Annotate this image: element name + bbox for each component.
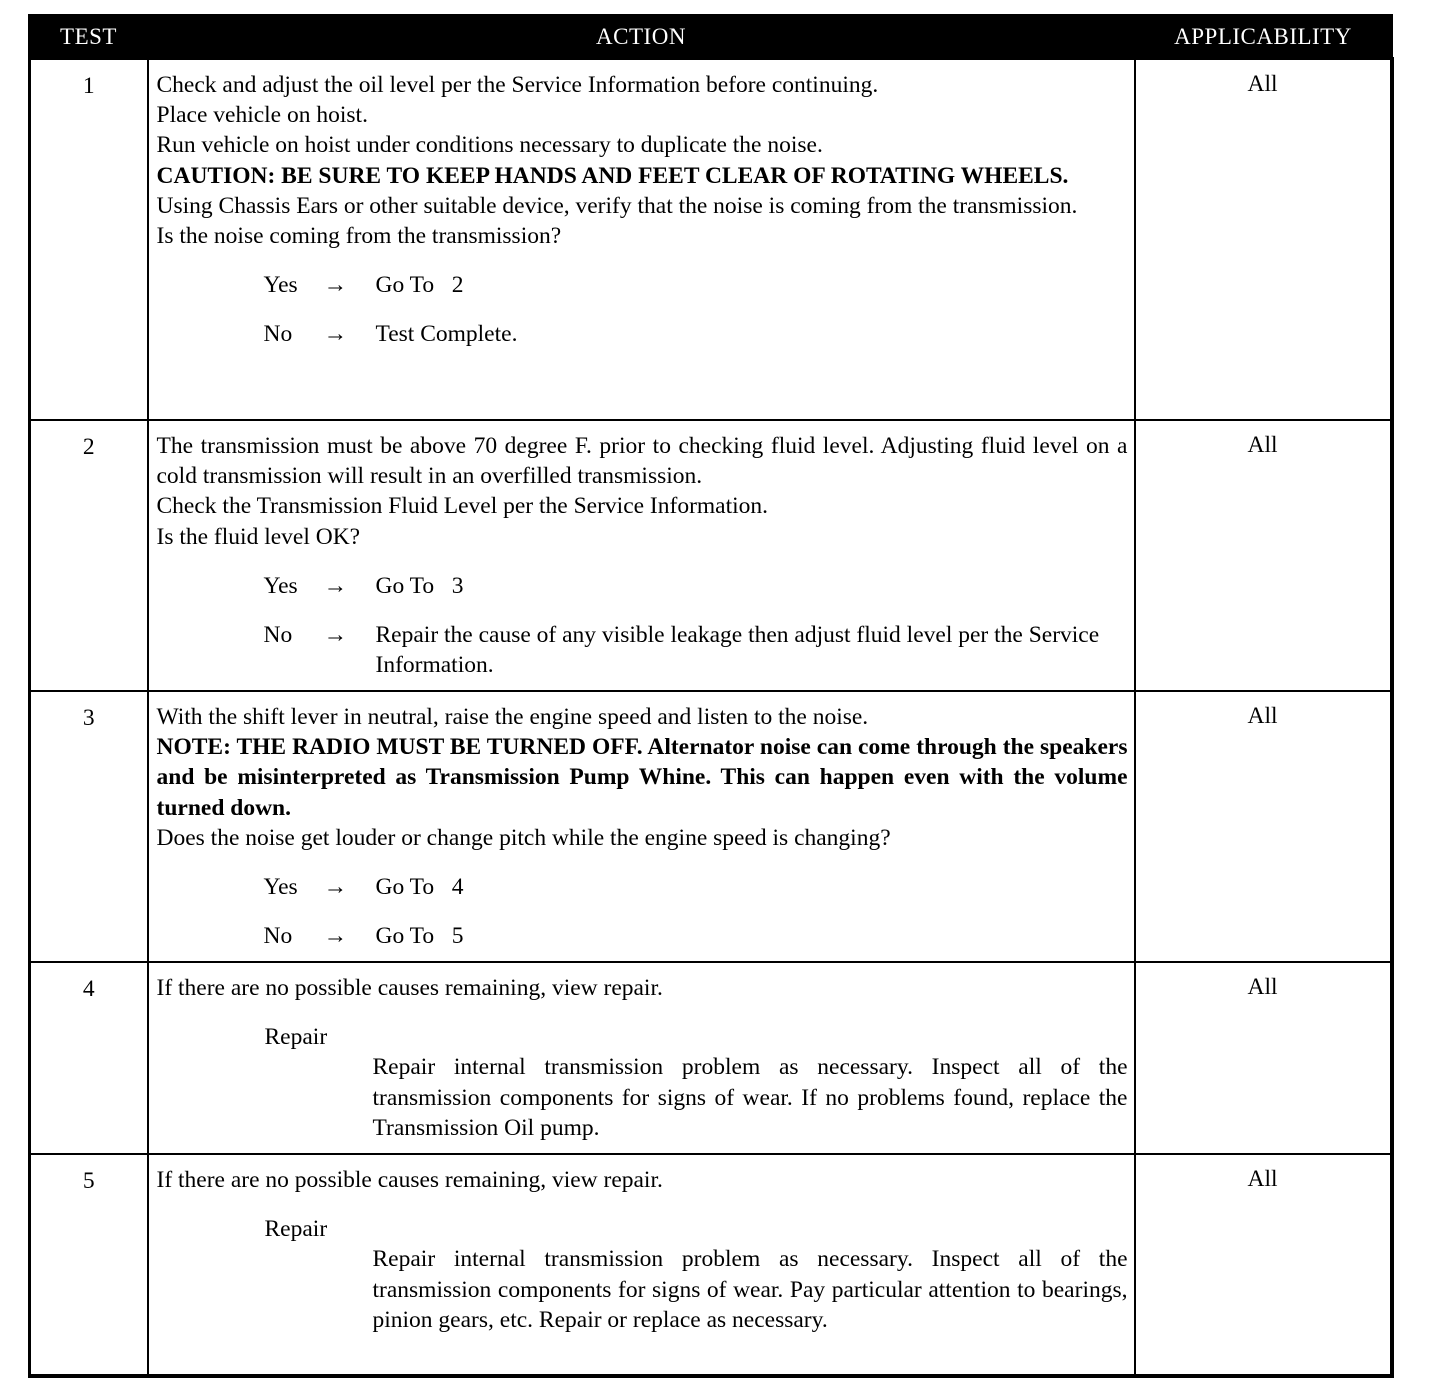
arrow-icon: → (323, 622, 347, 649)
arrow-icon: → (323, 272, 347, 299)
question-text: Is the noise coming from the transmission? (156, 223, 562, 250)
question-text: Does the noise get louder or change pitch while the engine speed is changing? (156, 824, 891, 851)
question-text: Is the fluid level OK? (156, 523, 361, 550)
action-cell (148, 691, 1135, 962)
branch-yes (264, 872, 1128, 902)
arrow-icon: → (323, 321, 347, 348)
branch-answer: No (263, 923, 293, 950)
branch-answer: Yes (263, 272, 298, 299)
action-cell (148, 1154, 1135, 1376)
branch-no (264, 319, 1128, 349)
action-line: The transmission must be above 70 degree F. prior to checking fluid level. Adjusting fluid level on a cold transmission will result in an overfilled transmission. (156, 433, 1128, 490)
action-cell (148, 962, 1135, 1154)
arrow-icon: → (323, 572, 347, 599)
action-line: Run vehicle on hoist under conditions necessary to duplicate the noise. (156, 132, 823, 159)
branch-answer: No (263, 321, 293, 348)
action-line: If there are no possible causes remaining, view repair. (156, 975, 663, 1001)
test-number: 2 (30, 420, 148, 691)
header-test: TEST (30, 16, 148, 59)
branch-result: Go To 2 (375, 272, 464, 299)
applicability-value: All (1135, 691, 1392, 962)
branch-yes (264, 270, 1128, 300)
applicability-value: All (1135, 962, 1392, 1154)
table-row (30, 59, 1392, 421)
action-line: Check and adjust the oil level per the Service Information before continuing. (156, 72, 879, 98)
action-line: If there are no possible causes remaining, view repair. (156, 1167, 663, 1193)
test-number: 4 (30, 962, 148, 1154)
caution-text: CAUTION: BE SURE TO KEEP HANDS AND FEET CLEAR OF ROTATING WHEELS. (156, 162, 1069, 189)
branch-no (264, 921, 1128, 951)
branch-result: Repair the cause of any visible leakage then adjust fluid level per the Service Information. (375, 622, 1100, 679)
applicability-value: All (1135, 1154, 1392, 1376)
action-line: Using Chassis Ears or other suitable device, verify that the noise is coming from the transmission. (156, 192, 1078, 219)
action-line: Check the Transmission Fluid Level per the Service Information. (156, 493, 769, 520)
header-action: ACTION (148, 16, 1135, 59)
repair-label: Repair (264, 1024, 328, 1051)
branch-yes (264, 571, 1128, 601)
branch-answer: Yes (263, 874, 298, 901)
branch-result: Go To 5 (375, 923, 464, 950)
repair-label: Repair (264, 1216, 328, 1243)
applicability-value: All (1135, 59, 1392, 421)
repair-text: Repair internal transmission problem as necessary. Inspect all of the transmission components for signs of wear. If no problems found, replace the Transmission Oil pump. (372, 1054, 1128, 1141)
branch-answer: Yes (263, 572, 298, 599)
action-line: With the shift lever in neutral, raise the engine speed and listen to the noise. (156, 704, 869, 730)
diagnostic-test-table (28, 14, 1394, 1378)
applicability-value: All (1135, 420, 1392, 691)
table-row (30, 962, 1392, 1154)
table-row (30, 1154, 1392, 1376)
arrow-icon: → (323, 874, 347, 901)
table-header-row (30, 16, 1392, 59)
test-number: 3 (30, 691, 148, 962)
branch-answer: No (263, 622, 293, 649)
branch-no (264, 620, 1128, 680)
header-applicability: APPLICABILITY (1135, 16, 1392, 59)
test-number: 1 (30, 59, 148, 421)
branch-result: Go To 4 (375, 874, 464, 901)
arrow-icon: → (323, 923, 347, 950)
branch-result: Go To 3 (375, 572, 464, 599)
diagnostic-test-document (28, 14, 1390, 1378)
action-cell (148, 59, 1135, 421)
action-line: Place vehicle on hoist. (156, 102, 368, 129)
note-text: NOTE: THE RADIO MUST BE TURNED OFF. Alternator noise can come through the speakers and be misinterpreted as Transmission Pump Whine. This can happen even with the volume turned down. (156, 734, 1128, 821)
test-number: 5 (30, 1154, 148, 1376)
repair-text: Repair internal transmission problem as necessary. Inspect all of the transmission components for signs of wear. Pay particular attention to bearings, pinion gears, etc. Repair or replace as necessary. (372, 1246, 1128, 1333)
action-cell (148, 420, 1135, 691)
table-row (30, 691, 1392, 962)
branch-result: Test Complete. (375, 321, 518, 348)
table-row (30, 420, 1392, 691)
